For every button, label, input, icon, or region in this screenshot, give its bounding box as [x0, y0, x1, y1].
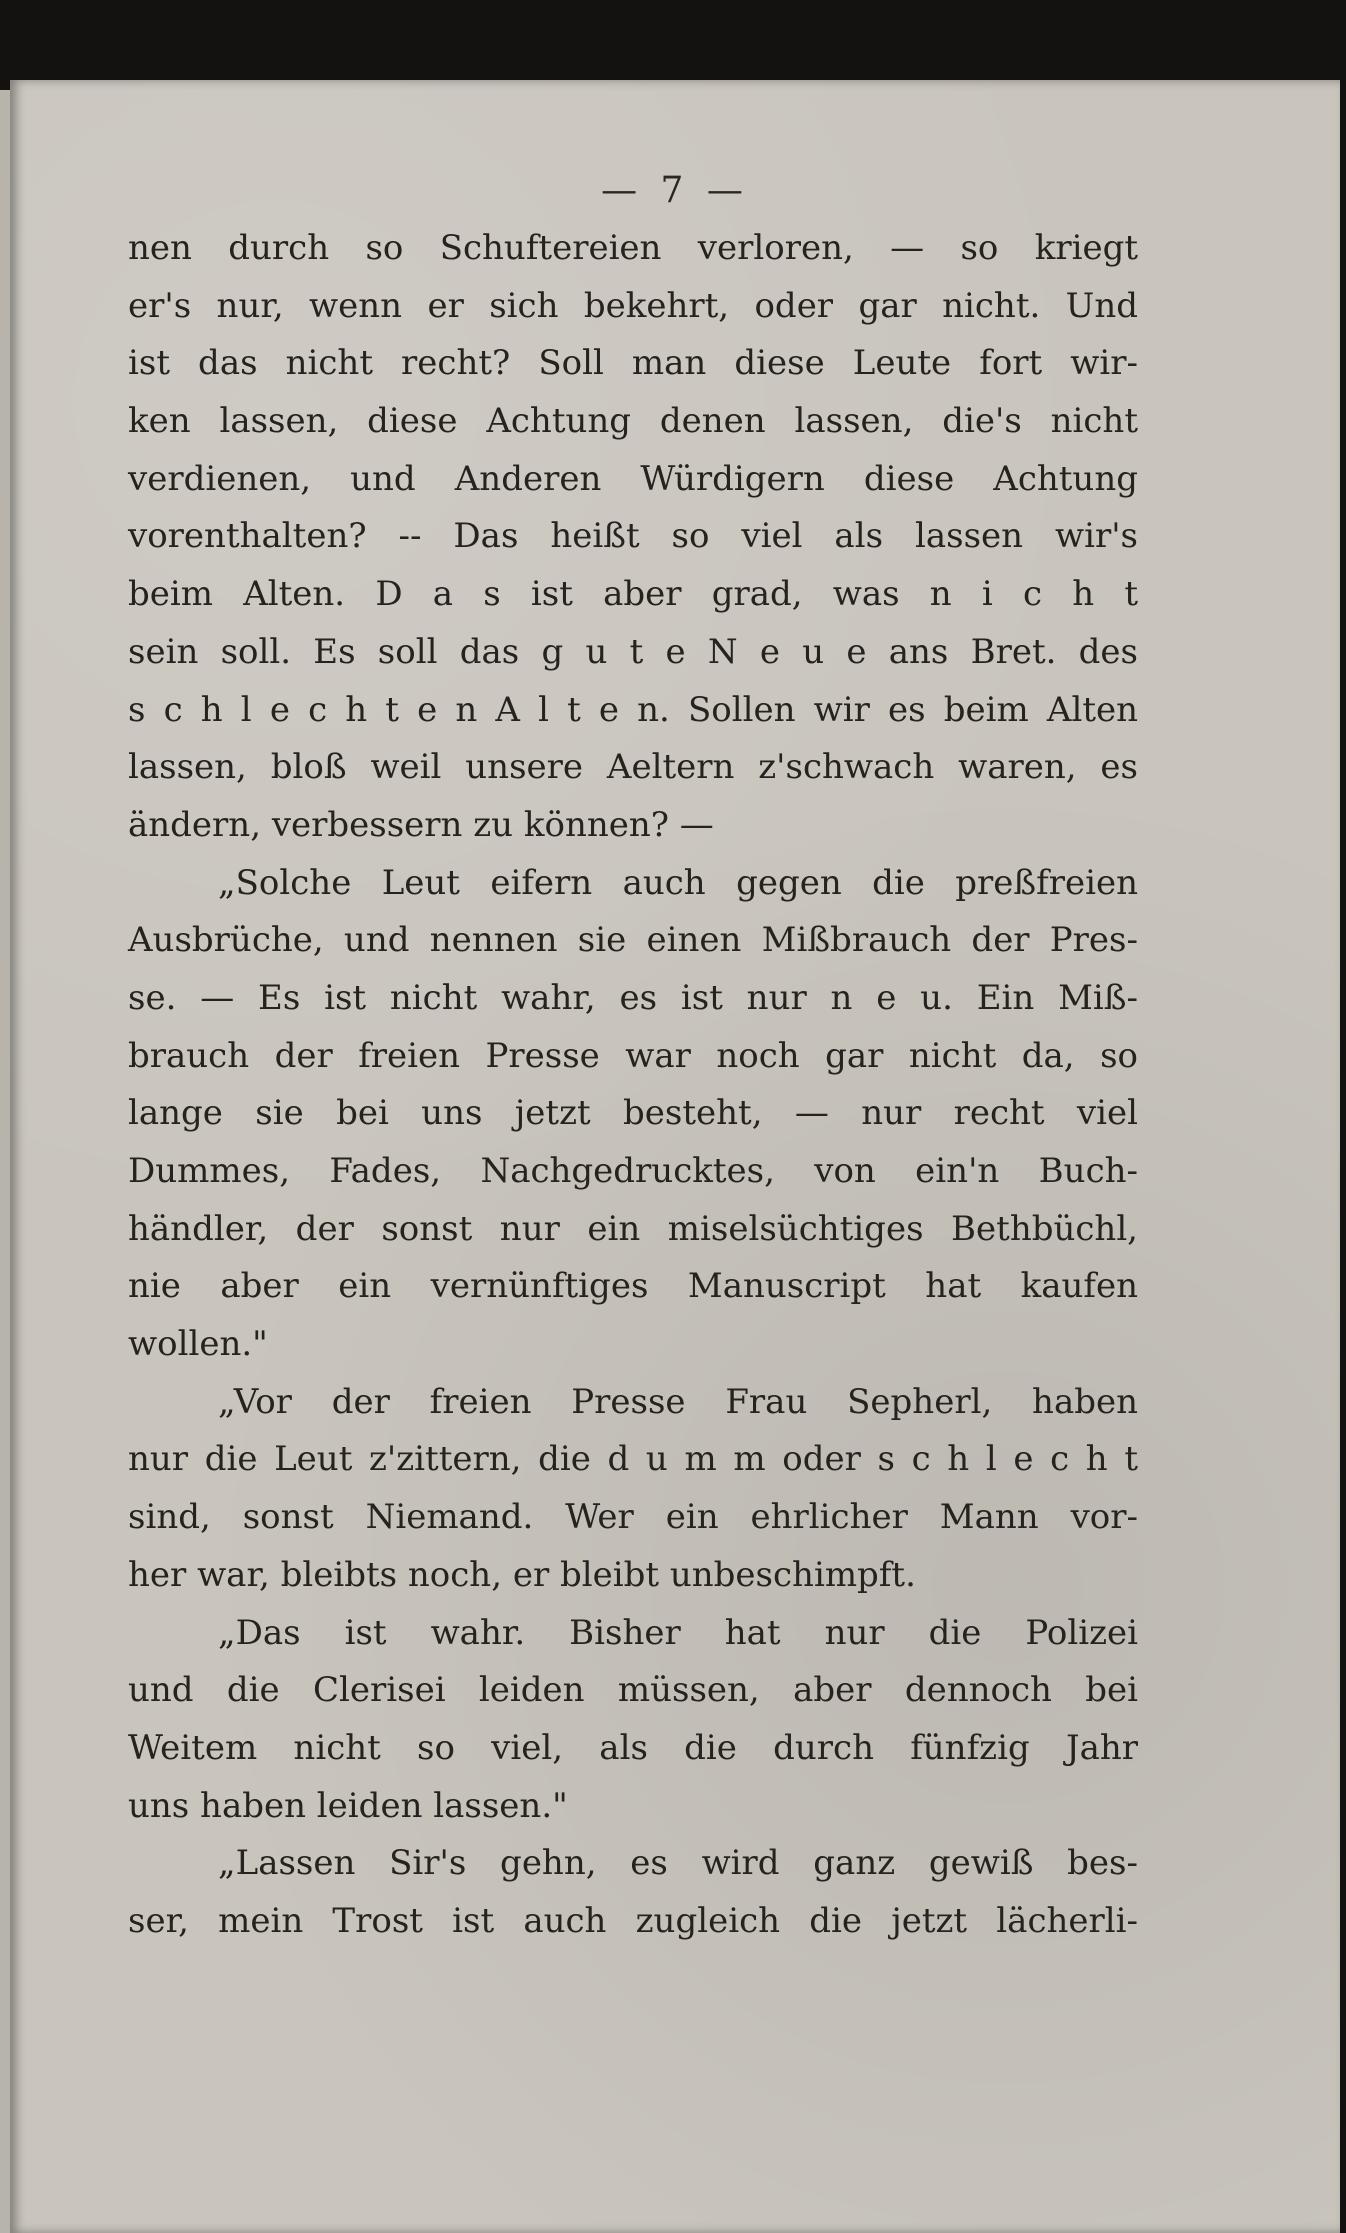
text-line: uns haben leiden lassen."	[128, 1785, 568, 1826]
text-line: ist das nicht recht? Soll man diese Leute fort wir-	[128, 343, 1138, 384]
text-line: Weitem nicht so viel, als die durch fünfzig Jahr	[128, 1727, 1138, 1768]
text-line: nie aber ein vernünftiges Manuscript hat kaufen	[128, 1266, 1138, 1307]
text-line: nur die Leut z'zittern, die d u m m oder s c h l e c h t	[128, 1439, 1138, 1480]
text-line: nen durch so Schuftereien verloren, — so kriegt	[128, 228, 1138, 268]
text-line: verdienen, und Anderen Würdigern diese Achtung	[128, 458, 1138, 499]
text-line: „Vor der freien Presse Frau Sepherl, haben	[218, 1381, 1138, 1422]
text-line: „Solche Leut eifern auch gegen die preßfreien	[218, 862, 1138, 903]
text-line: her war, bleibts noch, er bleibt unbeschimpft.	[128, 1554, 916, 1595]
text-line: sind, sonst Niemand. Wer ein ehrlicher Mann vor-	[128, 1497, 1138, 1538]
text-line: er's nur, wenn er sich bekehrt, oder gar nicht. Und	[128, 285, 1138, 326]
text-line: ser, mein Trost ist auch zugleich die jetzt lächerli-	[128, 1900, 1138, 1941]
book-page	[10, 80, 1340, 2233]
text-line: und die Clerisei leiden müssen, aber dennoch bei	[128, 1670, 1138, 1711]
page-number: — 7 —	[601, 170, 749, 211]
text-line: ken lassen, diese Achtung denen lassen, die's nicht	[128, 401, 1138, 442]
text-line: vorenthalten? -- Das heißt so viel als lassen wir's	[128, 516, 1138, 557]
text-line: se. — Es ist nicht wahr, es ist nur n e u. Ein Miß-	[128, 977, 1138, 1018]
body-text	[128, 220, 1138, 1951]
text-line: lassen, bloß weil unsere Aeltern z'schwach waren, es	[128, 747, 1138, 788]
text-line: „Das ist wahr. Bisher hat nur die Polizei	[218, 1612, 1138, 1653]
text-line: „Lassen Sir's gehn, es wird ganz gewiß bes-	[218, 1843, 1138, 1884]
text-line: Ausbrüche, und nennen sie einen Mißbrauch der Pres-	[128, 920, 1138, 961]
text-line: wollen."	[128, 1324, 268, 1365]
text-line: s c h l e c h t e n A l t e n. Sollen wir es beim Alten	[128, 689, 1138, 730]
text-line: ändern, verbessern zu können? —	[128, 804, 714, 845]
text-line: beim Alten. D a s ist aber grad, was n i c h t	[128, 574, 1138, 615]
text-line: lange sie bei uns jetzt besteht, — nur recht viel	[128, 1093, 1138, 1134]
text-line: händler, der sonst nur ein miselsüchtiges Bethbüchl,	[128, 1208, 1138, 1249]
text-line: brauch der freien Presse war noch gar nicht da, so	[128, 1035, 1138, 1076]
text-line: Dummes, Fades, Nachgedrucktes, von ein'n Buch-	[128, 1151, 1138, 1191]
text-line: sein soll. Es soll das g u t e N e u e ans Bret. des	[128, 631, 1138, 672]
